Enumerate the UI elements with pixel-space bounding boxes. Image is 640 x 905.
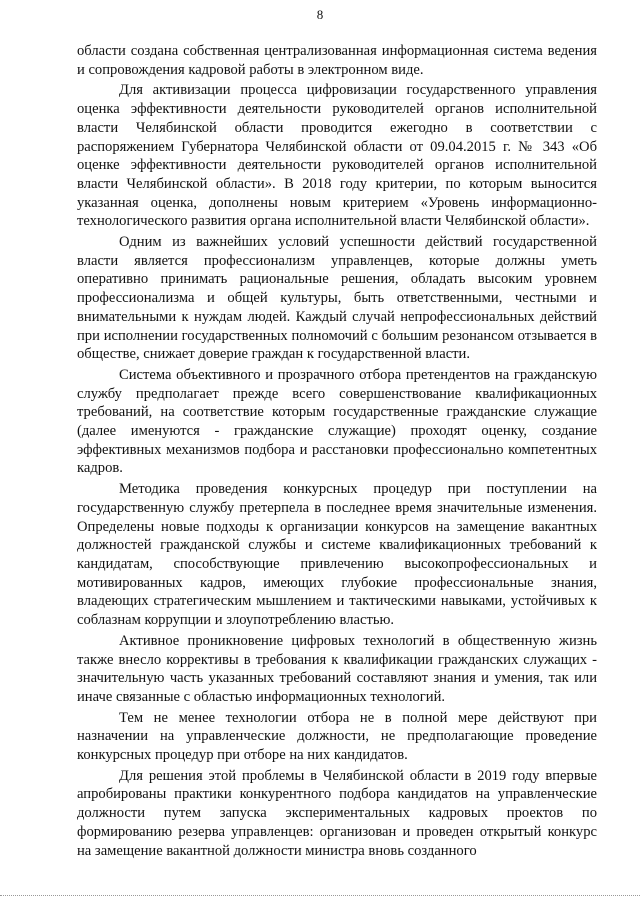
paragraph-8: Для решения этой проблемы в Челябинской области в 2019 году впервые апробированы практики конкурентного подбора кандидатов на управленческие должности путем запуска экспериментальных кадровых проектов по формированию резерва управленцев: организован и проведен открытый конкурс на замещение вакантной должности министра вновь созданного: [77, 767, 597, 859]
paragraph-6: Активное проникновение цифровых технологий в общественную жизнь также внесло коррективы в требования к квалификации гражданских служащих - значительную часть указанных требований составляют знания и умения, так или иначе связанные с областью информационных технологий.: [77, 632, 597, 705]
paragraph-7: Тем не менее технологии отбора не в полной мере действуют при назначении на управленческие должности, не предполагающие проведение конкурсных процедур при отборе на них кандидатов.: [77, 709, 597, 764]
footer-divider: [0, 895, 640, 896]
paragraph-5: Методика проведения конкурсных процедур при поступлении на государственную службу претерпела в последнее время значительные изменения. Определены новые подходы к организации конкурсов на замещение вакантных должностей гражданской службы и системе квалификационных требований к кандидатам, способствующие привлечению высокопрофессиональных и мотивированных кадров, имеющих глубокие профессиональные знания, владеющих стратегическим мышлением и тактическими навыками, устойчивых к соблазнам коррупции и злоупотреблению властью.: [77, 481, 597, 629]
document-body: [77, 42, 597, 862]
paragraph-3: Одним из важнейших условий успешности действий государственной власти является профессионализм управленцев, которые должны уметь оперативно принимать рациональные решения, обладать высоким уровнем профессионализма и общей культуры, быть ответственными, честными и внимательными к нуждам людей. Каждый случай непрофессиональных действий при исполнении государственных полномочий с большим резонансом отзывается в обществе, снижает доверие граждан к государственной власти.: [77, 234, 597, 363]
paragraph-1: области создана собственная централизованная информационная система ведения и сопровождения кадровой работы в электронном виде.: [77, 43, 597, 78]
paragraph-2: Для активизации процесса цифровизации государственного управления оценка эффективности деятельности руководителей органов исполнительной власти Челябинской области проводится ежегодно в соответствии с распоряжением Губернатора Челябинской области от 09.04.2015 г. № 343 «Об оценке эффективности деятельности руководителей органов исполнительной власти Челябинской области». В 2018 году критерии, по которым выносится указанная оценка, дополнены новым критерием «Уровень информационно-технологического развития органа исполнительной власти Челябинской области».: [77, 82, 597, 230]
paragraph-4: Система объективного и прозрачного отбора претендентов на гражданскую службу предполагает прежде всего совершенствование квалификационных требований, на соответствие которым государственные гражданские служащие (далее именуются - гражданские служащие) проходят оценку, создание эффективных механизмов подбора и расстановки профессионально компетентных кадров.: [77, 366, 597, 477]
page-number: 8: [316, 7, 324, 22]
